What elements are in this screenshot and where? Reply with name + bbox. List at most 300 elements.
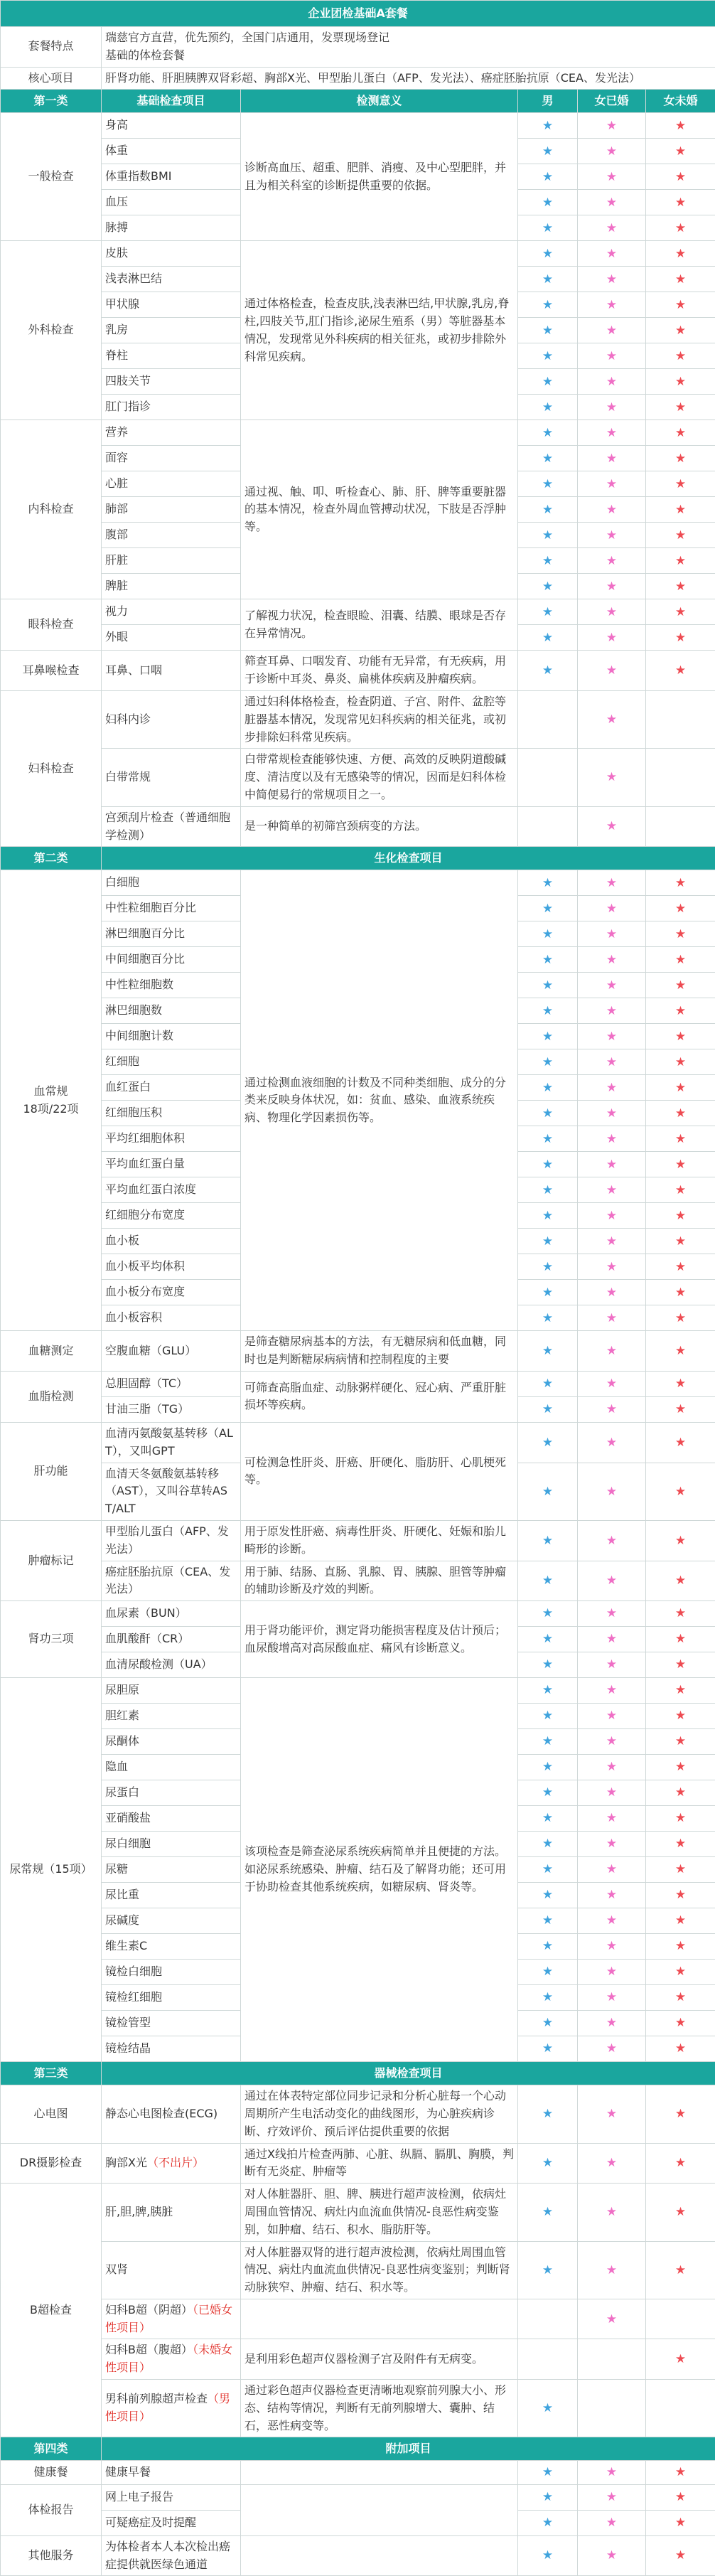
included-star: ★ (646, 1024, 715, 1049)
included-star: ★ (646, 190, 715, 215)
included-star: ★ (646, 1280, 715, 1305)
included-star: ★ (646, 1463, 715, 1520)
header-col4: 男 (518, 90, 578, 113)
item-name: 血清丙氨酸氨基转移（ALT），又叫GPT (102, 1422, 241, 1463)
included-star: ★ (578, 420, 646, 446)
package-title: 企业团检基础A套餐 (1, 1, 715, 27)
included-star: ★ (518, 523, 578, 548)
item-meaning: 通过检测血液细胞的计数及不同种类细胞、成分的分类来反映身体状况，如：贫血、感染、血液系统疾病、物理化学因素损伤等。 (241, 870, 518, 1331)
included-star: ★ (578, 1280, 646, 1305)
included-star: ★ (578, 267, 646, 292)
included-star: ★ (578, 1463, 646, 1520)
item-name: 镜检白细胞 (102, 1960, 241, 1985)
included-star: ★ (578, 1934, 646, 1960)
included-star: ★ (578, 1729, 646, 1755)
item-meaning: 了解视力状况，检查眼睑、泪囊、结膜、眼球是否存在异常情况。 (241, 599, 518, 651)
included-star: ★ (578, 1396, 646, 1422)
table-row (1, 2535, 715, 2576)
included-star: ★ (578, 690, 646, 748)
included-star: ★ (578, 1229, 646, 1254)
item-meaning (241, 2484, 518, 2535)
item-name: 血小板平均体积 (102, 1254, 241, 1280)
included-star: ★ (646, 1678, 715, 1704)
table-row (1, 2380, 715, 2437)
group-name: B超检查 (1, 2184, 102, 2437)
group-label: 肾功三项 (28, 1632, 73, 1645)
item-name: 总胆固醇（TC） (102, 1371, 241, 1396)
empty-cell (646, 2299, 715, 2339)
included-star: ★ (646, 497, 715, 523)
included-star: ★ (518, 1152, 578, 1177)
table-row (1, 749, 715, 806)
item-meaning: 对人体脏器双肾的进行超声波检测，依病灶周围血管情况、病灶内血流血供情况-良恶性病变鉴别；判断肾动脉狭窄、肿瘤、结石、积水等。 (241, 2241, 518, 2299)
included-star: ★ (518, 1371, 578, 1396)
included-star: ★ (578, 2011, 646, 2036)
item-name: 浅表淋巴结 (102, 267, 241, 292)
included-star: ★ (518, 1075, 578, 1101)
included-star: ★ (518, 1857, 578, 1883)
included-star: ★ (646, 113, 715, 139)
intro-text: 瑞慈官方直营，优先预约，全国门店通用，发票现场登记 基础的体检套餐 (102, 27, 715, 68)
included-star: ★ (646, 896, 715, 921)
included-star: ★ (578, 395, 646, 420)
group-name (1, 1331, 102, 1372)
included-star: ★ (518, 497, 578, 523)
included-star: ★ (646, 2535, 715, 2576)
included-star: ★ (646, 1101, 715, 1126)
item-name: 甘油三脂（TG） (102, 1396, 241, 1422)
group-name (1, 1601, 102, 1678)
table-row (1, 241, 715, 267)
item-name: 亚硝酸盐 (102, 1806, 241, 1832)
included-star: ★ (646, 1704, 715, 1729)
item-meaning: 通过体格检查，检查皮肤,浅表淋巴结,甲状腺,乳房,脊柱,四肢关节,肛门指诊,泌尿生殖系（男）等脏器基本情况，发现常见外科疾病的相关征兆，或初步排除外科常见疾病。 (241, 241, 518, 420)
included-star: ★ (518, 446, 578, 471)
included-star: ★ (578, 1652, 646, 1678)
section-label: 第二类 (1, 847, 102, 870)
included-star: ★ (646, 1780, 715, 1806)
included-star: ★ (578, 1075, 646, 1101)
included-star: ★ (578, 369, 646, 395)
included-star: ★ (578, 1520, 646, 1561)
group-name (1, 599, 102, 651)
item-name: 红细胞压积 (102, 1101, 241, 1126)
item-meaning: 诊断高血压、超重、肥胖、消瘦、及中心型肥胖，并且为相关科室的诊断提供重要的依据。 (241, 113, 518, 241)
intro-text: 肝肾功能、肝胆胰脾双肾彩超、胸部X光、甲型胎儿蛋白（AFP、发光法）、癌症胚胎抗原（CEA、发光法） (102, 67, 715, 90)
item-name: 面容 (102, 446, 241, 471)
group-name (1, 651, 102, 691)
item-name: 血清天冬氨酸氨基转移（AST），又叫谷草转AST/ALT (102, 1463, 241, 1520)
included-star: ★ (518, 420, 578, 446)
item-name: 妇科B超（腹超）（未婚女性项目） (102, 2339, 241, 2380)
table-row (1, 599, 715, 625)
included-star: ★ (518, 1883, 578, 1908)
included-star: ★ (578, 1177, 646, 1203)
included-star: ★ (578, 1985, 646, 2011)
item-name: 为体检者本人本次检出癌症提供就医绿色通道 (102, 2535, 241, 2576)
included-star: ★ (518, 1126, 578, 1152)
included-star: ★ (646, 1396, 715, 1422)
included-star: ★ (518, 1331, 578, 1372)
item-name: 血清尿酸检测（UA） (102, 1652, 241, 1678)
included-star: ★ (518, 1422, 578, 1463)
included-star: ★ (646, 139, 715, 164)
table-row (1, 420, 715, 446)
included-star: ★ (518, 1463, 578, 1520)
included-star: ★ (518, 973, 578, 998)
intro-label: 套餐特点 (1, 27, 102, 68)
empty-cell (518, 690, 578, 748)
item-name: 体重指数BMI (102, 164, 241, 190)
included-star: ★ (646, 1305, 715, 1331)
included-star: ★ (646, 1331, 715, 1372)
item-note: （已婚女性项目） (105, 2303, 232, 2334)
included-star: ★ (646, 369, 715, 395)
included-star: ★ (646, 215, 715, 241)
included-star: ★ (646, 523, 715, 548)
item-name: 白带常规 (102, 749, 241, 806)
included-star: ★ (646, 2241, 715, 2299)
group-label: 体检报告 (28, 2503, 73, 2516)
group-label: 血脂检测 (28, 1389, 73, 1403)
group-label: 血糖测定 (28, 1344, 73, 1357)
item-meaning: 是筛查糖尿病基本的方法，有无糖尿病和低血糖，同时也是判断糖尿病病情和控制程度的主要 (241, 1331, 518, 1372)
section-title: 生化检查项目 (102, 847, 715, 870)
included-star: ★ (518, 2085, 578, 2143)
item-meaning (241, 2461, 518, 2484)
item-meaning (241, 2299, 518, 2339)
item-meaning: 用于肾功能评价，测定肾功能损害程度及估计预后；血尿酸增高对高尿酸血症、痛风有诊断意义。 (241, 1601, 518, 1678)
included-star: ★ (646, 2484, 715, 2510)
empty-cell (578, 2380, 646, 2437)
item-meaning: 白带常规检查能够快速、方便、高效的反映阴道酸碱度、清洁度以及有无感染等的情况，因而是妇科体检中简便易行的常规项目之一。 (241, 749, 518, 806)
included-star: ★ (518, 1177, 578, 1203)
item-name: 尿糖 (102, 1857, 241, 1883)
included-star: ★ (578, 2484, 646, 2510)
included-star: ★ (578, 2510, 646, 2535)
item-name: 四肢关节 (102, 369, 241, 395)
included-star: ★ (646, 241, 715, 267)
item-name: 腹部 (102, 523, 241, 548)
included-star: ★ (518, 1280, 578, 1305)
group-name (1, 1678, 102, 2062)
included-star: ★ (518, 1960, 578, 1985)
item-meaning: 通过X线拍片检查两肺、心脏、纵膈、膈肌、胸膜，判断有无炎症、肿瘤等 (241, 2143, 518, 2184)
included-star: ★ (578, 1883, 646, 1908)
item-name: 可疑癌症及时提醒 (102, 2510, 241, 2535)
included-star: ★ (578, 1126, 646, 1152)
item-name: 双肾 (102, 2241, 241, 2299)
included-star: ★ (578, 215, 646, 241)
item-name: 白细胞 (102, 870, 241, 896)
item-meaning (241, 2535, 518, 2576)
item-name: 身高 (102, 113, 241, 139)
item-name: 尿蛋白 (102, 1780, 241, 1806)
included-star: ★ (518, 1229, 578, 1254)
group-label: 外科检查 (28, 323, 73, 336)
item-name: 淋巴细胞百分比 (102, 921, 241, 947)
included-star: ★ (646, 2461, 715, 2484)
included-star: ★ (518, 1985, 578, 2011)
included-star: ★ (646, 1985, 715, 2011)
included-star: ★ (578, 998, 646, 1024)
included-star: ★ (578, 318, 646, 343)
included-star: ★ (518, 113, 578, 139)
included-star: ★ (578, 343, 646, 369)
section-header (1, 847, 715, 870)
included-star: ★ (578, 2143, 646, 2184)
item-name: 外眼 (102, 625, 241, 651)
included-star: ★ (578, 599, 646, 625)
section-title: 附加项目 (102, 2437, 715, 2461)
included-star: ★ (518, 2241, 578, 2299)
item-name: 妇科内诊 (102, 690, 241, 748)
item-name: 隐血 (102, 1755, 241, 1780)
item-name: 血压 (102, 190, 241, 215)
item-name: 尿白细胞 (102, 1832, 241, 1857)
included-star: ★ (518, 1652, 578, 1678)
included-star: ★ (578, 2461, 646, 2484)
item-name: 胆红素 (102, 1704, 241, 1729)
header-col3: 检测意义 (241, 90, 518, 113)
included-star: ★ (578, 1960, 646, 1985)
included-star: ★ (646, 1520, 715, 1561)
table-row (1, 2085, 715, 2143)
included-star: ★ (578, 1601, 646, 1627)
table-row (1, 2339, 715, 2380)
group-name (1, 1422, 102, 1520)
included-star: ★ (518, 2380, 578, 2437)
intro-row (1, 67, 715, 90)
included-star: ★ (518, 395, 578, 420)
group-name (1, 113, 102, 241)
item-note: （男性项目） (105, 2392, 230, 2423)
included-star: ★ (578, 139, 646, 164)
included-star: ★ (646, 164, 715, 190)
included-star: ★ (646, 2339, 715, 2380)
empty-cell (646, 2380, 715, 2437)
included-star: ★ (518, 1520, 578, 1561)
included-star: ★ (518, 2510, 578, 2535)
included-star: ★ (578, 973, 646, 998)
item-name: 镜检管型 (102, 2011, 241, 2036)
table-row (1, 2461, 715, 2484)
included-star: ★ (646, 420, 715, 446)
intro-row (1, 27, 715, 68)
included-star: ★ (518, 164, 578, 190)
item-note: （未婚女性项目） (105, 2343, 232, 2374)
table-row (1, 690, 715, 748)
included-star: ★ (646, 1561, 715, 1601)
item-meaning: 用于肺、结肠、直肠、乳腺、胃、胰腺、胆管等肿瘤的辅助诊断及疗效的判断。 (241, 1561, 518, 1601)
item-name: 中性粒细胞数 (102, 973, 241, 998)
included-star: ★ (578, 921, 646, 947)
group-label: 耳鼻喉检查 (22, 663, 79, 677)
group-sub: 18项/22项 (23, 1102, 78, 1116)
included-star: ★ (646, 947, 715, 973)
included-star: ★ (646, 2510, 715, 2535)
included-star: ★ (646, 2085, 715, 2143)
included-star: ★ (646, 318, 715, 343)
included-star: ★ (578, 2299, 646, 2339)
included-star: ★ (578, 1305, 646, 1331)
included-star: ★ (578, 1422, 646, 1463)
included-star: ★ (578, 1561, 646, 1601)
included-star: ★ (578, 471, 646, 497)
item-name: 视力 (102, 599, 241, 625)
included-star: ★ (646, 2184, 715, 2241)
section-title: 器械检查项目 (102, 2062, 715, 2085)
included-star: ★ (646, 1371, 715, 1396)
header-col1: 第一类 (1, 90, 102, 113)
table-row (1, 1331, 715, 1372)
item-name: 平均红细胞体积 (102, 1126, 241, 1152)
included-star: ★ (578, 1627, 646, 1652)
included-star: ★ (578, 1678, 646, 1704)
item-name: 血肌酸酐（CR） (102, 1627, 241, 1652)
included-star: ★ (646, 343, 715, 369)
item-name: 血小板容积 (102, 1305, 241, 1331)
included-star: ★ (578, 1806, 646, 1832)
included-star: ★ (518, 1627, 578, 1652)
included-star: ★ (646, 548, 715, 574)
item-meaning: 该项检查是筛查泌尿系统疾病简单并且便捷的方法。如泌尿系统感染、肿瘤、结石及了解肾功能；还可用于协助检查其他系统疾病，如糖尿病、肾炎等。 (241, 1678, 518, 2062)
intro-label: 核心项目 (1, 67, 102, 90)
table-row (1, 2184, 715, 2241)
table-row (1, 1601, 715, 1627)
included-star: ★ (578, 749, 646, 806)
included-star: ★ (518, 1678, 578, 1704)
included-star: ★ (578, 806, 646, 847)
item-name: 心脏 (102, 471, 241, 497)
item-name: 红细胞分布宽度 (102, 1203, 241, 1229)
item-name: 血尿素（BUN） (102, 1601, 241, 1627)
included-star: ★ (518, 574, 578, 599)
included-star: ★ (518, 292, 578, 318)
included-star: ★ (578, 548, 646, 574)
included-star: ★ (518, 1049, 578, 1075)
item-name: 健康早餐 (102, 2461, 241, 2484)
included-star: ★ (518, 599, 578, 625)
included-star: ★ (518, 1832, 578, 1857)
table-row (1, 2241, 715, 2299)
item-name: 尿胆原 (102, 1678, 241, 1704)
included-star: ★ (646, 574, 715, 599)
item-name: 甲型胎儿蛋白（AFP、发光法） (102, 1520, 241, 1561)
group-label: 尿常规（15项） (9, 1862, 92, 1876)
item-name: 皮肤 (102, 241, 241, 267)
item-name: 肛门指诊 (102, 395, 241, 420)
included-star: ★ (518, 1755, 578, 1780)
included-star: ★ (646, 1254, 715, 1280)
item-name: 脊柱 (102, 343, 241, 369)
included-star: ★ (578, 446, 646, 471)
included-star: ★ (646, 651, 715, 691)
included-star: ★ (578, 113, 646, 139)
group-name: 妇科检查 (1, 690, 102, 846)
included-star: ★ (578, 1254, 646, 1280)
empty-cell (518, 2299, 578, 2339)
included-star: ★ (646, 1857, 715, 1883)
item-name: 网上电子报告 (102, 2484, 241, 2510)
item-name: 癌症胚胎抗原（CEA、发光法） (102, 1561, 241, 1601)
item-meaning: 可筛查高脂血症、动脉粥样硬化、冠心病、严重肝脏损坏等疾病。 (241, 1371, 518, 1422)
included-star: ★ (578, 1203, 646, 1229)
item-name: 血红蛋白 (102, 1075, 241, 1101)
group-name: 肿瘤标记 (1, 1520, 102, 1600)
included-star: ★ (518, 1396, 578, 1422)
included-star: ★ (646, 1806, 715, 1832)
included-star: ★ (646, 1203, 715, 1229)
group-name (1, 2484, 102, 2535)
included-star: ★ (646, 1601, 715, 1627)
included-star: ★ (518, 1601, 578, 1627)
included-star: ★ (518, 190, 578, 215)
included-star: ★ (578, 1101, 646, 1126)
item-name: 血小板分布宽度 (102, 1280, 241, 1305)
included-star: ★ (646, 1908, 715, 1934)
included-star: ★ (518, 651, 578, 691)
included-star: ★ (518, 870, 578, 896)
item-note: （不出片） (147, 2156, 204, 2169)
item-meaning: 是利用彩色超声仪器检测子宫及附件有无病变。 (241, 2339, 518, 2380)
included-star: ★ (646, 1229, 715, 1254)
empty-cell (518, 2339, 578, 2380)
item-name: 空腹血糖（GLU） (102, 1331, 241, 1372)
item-meaning: 可检测急性肝炎、肝癌、肝硬化、脂肪肝、心肌梗死等。 (241, 1422, 518, 1520)
included-star: ★ (578, 1371, 646, 1396)
included-star: ★ (646, 1126, 715, 1152)
table-row (1, 1371, 715, 1396)
included-star: ★ (646, 1652, 715, 1678)
item-meaning: 是一种简单的初筛宫颈病变的方法。 (241, 806, 518, 847)
included-star: ★ (518, 1729, 578, 1755)
included-star: ★ (646, 625, 715, 651)
included-star: ★ (518, 471, 578, 497)
included-star: ★ (518, 1101, 578, 1126)
item-meaning: 用于原发性肝癌、病毒性肝炎、肝硬化、妊娠和胎儿畸形的诊断。 (241, 1520, 518, 1561)
item-name: 尿酮体 (102, 1729, 241, 1755)
included-star: ★ (578, 651, 646, 691)
section-label: 第三类 (1, 2062, 102, 2085)
table-row (1, 1520, 715, 1561)
included-star: ★ (518, 1254, 578, 1280)
included-star: ★ (646, 395, 715, 420)
included-star: ★ (578, 1755, 646, 1780)
section-header (1, 2437, 715, 2461)
item-meaning: 通过在体表特定部位同步记录和分析心脏每一个心动周期所产生电活动变化的曲线图形，为心脏疾病诊断、疗效评价、预后评估提供重要的依据 (241, 2085, 518, 2143)
group-name (1, 241, 102, 420)
included-star: ★ (646, 1960, 715, 1985)
item-name: 静态心电图检查(ECG) (102, 2085, 241, 2143)
included-star: ★ (646, 1883, 715, 1908)
empty-cell (646, 749, 715, 806)
included-star: ★ (578, 523, 646, 548)
section-label: 第四类 (1, 2437, 102, 2461)
included-star: ★ (578, 1024, 646, 1049)
item-name: 维生素C (102, 1934, 241, 1960)
included-star: ★ (578, 2036, 646, 2062)
item-name: 中性粒细胞百分比 (102, 896, 241, 921)
included-star: ★ (578, 1780, 646, 1806)
group-label: 一般检查 (28, 169, 73, 183)
group-name (1, 420, 102, 599)
empty-cell (646, 690, 715, 748)
included-star: ★ (518, 947, 578, 973)
table-row (1, 806, 715, 847)
included-star: ★ (518, 139, 578, 164)
included-star: ★ (578, 2085, 646, 2143)
